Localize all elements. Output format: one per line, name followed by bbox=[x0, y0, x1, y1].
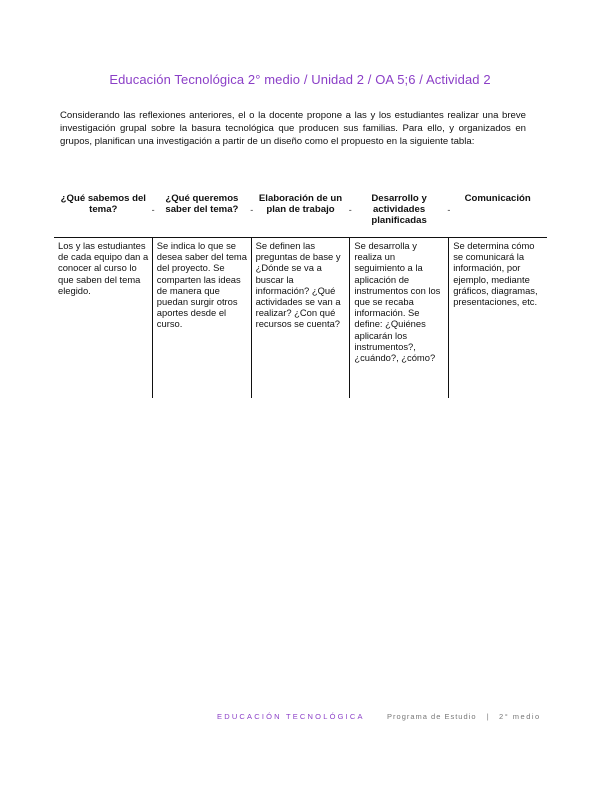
page-footer bbox=[217, 712, 541, 721]
header-label: Elaboración de un plan de trabajo bbox=[258, 193, 343, 215]
header-label: Desarrollo y actividades planificadas bbox=[371, 193, 427, 226]
footer-brand: EDUCACIÓN TECNOLÓGICA bbox=[217, 712, 365, 721]
dash-mark: - bbox=[151, 205, 155, 215]
table-cell: Se definen las preguntas de base y ¿Dónde se va a buscar la información? ¿Qué actividades se van a realizar? ¿Con qué recursos se cuenta? bbox=[251, 238, 350, 398]
footer-separator bbox=[369, 712, 383, 721]
planning-table bbox=[54, 191, 547, 398]
table-header-cell bbox=[350, 191, 449, 237]
header-label: Comunicación bbox=[464, 193, 531, 204]
table-cell: Se determina cómo se comunicará la información, por ejemplo, mediante gráficos, diagramas, presentaciones, etc. bbox=[448, 238, 547, 398]
table-header-cell bbox=[153, 191, 252, 237]
table-header-cell bbox=[251, 191, 350, 237]
table-row bbox=[54, 238, 547, 398]
dash-mark: - bbox=[348, 205, 352, 215]
footer-program: Programa de Estudio bbox=[387, 712, 477, 721]
footer-divider: | bbox=[486, 712, 489, 721]
table-cell: Se desarrolla y realiza un seguimiento a la aplicación de instrumentos con los que se recaba información. Se define: ¿Quiénes aplicarán los instrumentos?, ¿cuándo?, ¿cómo? bbox=[349, 238, 448, 398]
document-title: Educación Tecnológica 2° medio / Unidad 2 / OA 5;6 / Actividad 2 bbox=[109, 72, 491, 87]
dash-mark: - bbox=[447, 205, 451, 215]
table-header-row bbox=[54, 191, 547, 238]
header-label: ¿Qué sabemos del tema? bbox=[60, 193, 146, 215]
footer-grade: 2° medio bbox=[499, 712, 541, 721]
header-label: ¿Qué queremos saber del tema? bbox=[165, 193, 239, 215]
table-header-cell bbox=[448, 191, 547, 237]
table-cell: Se indica lo que se desea saber del tema del proyecto. Se comparten las ideas de manera que puedan surgir otros aportes desde el curso. bbox=[152, 238, 251, 398]
table-header-cell bbox=[54, 191, 153, 237]
dash-mark: - bbox=[250, 205, 254, 215]
table-cell: Los y las estudiantes de cada equipo dan a conocer al curso lo que saben del tema elegido. bbox=[58, 240, 149, 296]
intro-paragraph: Considerando las reflexiones anteriores, el o la docente propone a las y los estudiantes realizar una breve investigación grupal sobre la basura tecnológica que producen sus familias. Para ello, y organizados en grupos, planifican una investigación a partir de un diseño como el propuesto en la siguiente tabla: bbox=[60, 110, 526, 147]
